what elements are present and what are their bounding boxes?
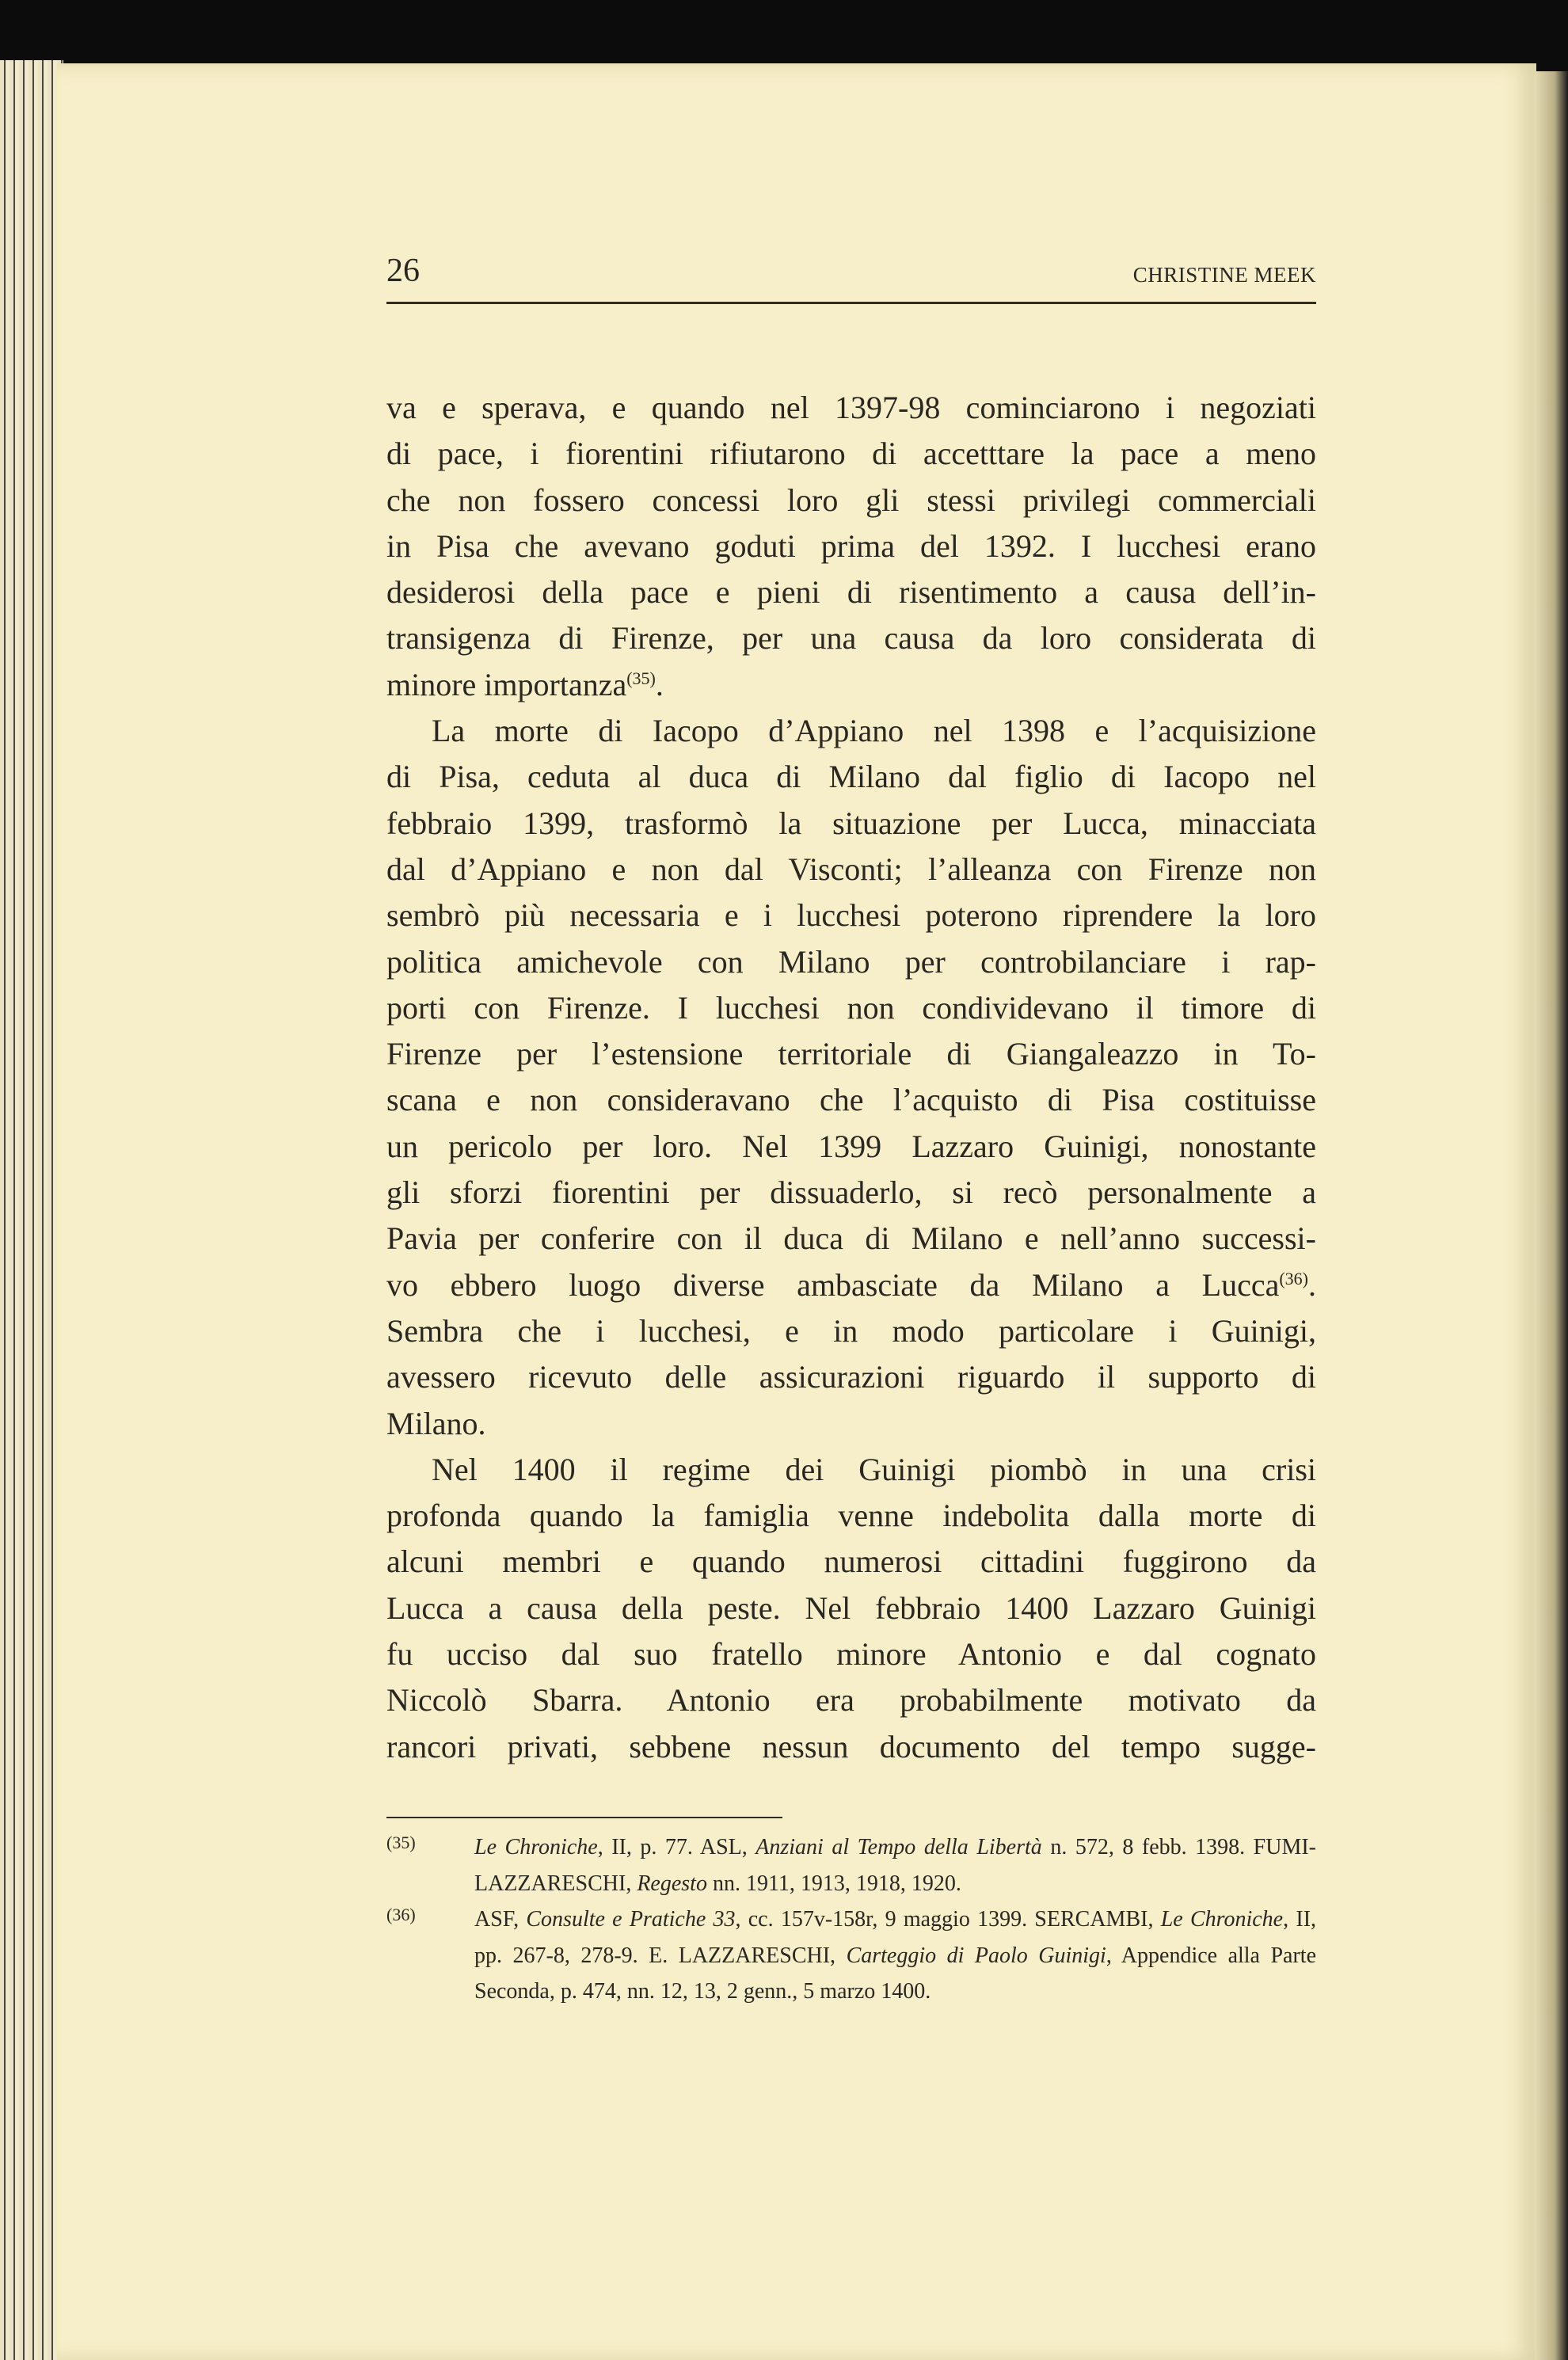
footnote-text: , II, p. 77. ASL, [597,1835,756,1859]
italic-title: Le Chroniche [474,1835,598,1859]
page-number: 26 [386,253,420,289]
footnote-text: nn. 1911, 1913, 1918, 1920. [706,1871,961,1896]
text-line [386,1216,1316,1262]
header-rule [386,302,1316,304]
text-line [386,1539,1316,1585]
footnote-text: n. 572, 8 febb. 1398. FUMI- [1041,1835,1316,1859]
footnote-mark: (36) [386,1905,416,1925]
body-text [386,385,1316,1770]
line-text: avessero ricevuto delle assicurazioni riguardo il supporto di [386,1359,1316,1395]
text-line [386,1308,1316,1354]
line-text: che non fossero concessi loro gli stessi privilegi commerciali [386,482,1316,518]
text-line [386,939,1316,985]
footnote-text: LAZZARESCHI, [474,1871,637,1896]
line-text: desiderosi della pace e pieni di risentimento a causa dell’in- [386,574,1316,611]
text-line [386,1493,1316,1539]
line-text: politica amichevole con Milano per controbilanciare i rap- [386,943,1316,980]
line-text: febbraio 1399, trasformò la situazione per Lucca, minacciata [386,805,1316,841]
line-text: dal d’Appiano e non dal Visconti; l’alleanza con Firenze non [386,851,1316,887]
text-line [386,1677,1316,1723]
line-text: minore importanza [386,666,627,702]
footnote-text: pp. 267-8, 278-9. E. LAZZARESCHI, [474,1943,847,1968]
line-text: in Pisa che avevano goduti prima del 1392. I lucchesi erano [386,527,1316,564]
line-punct: . [1308,1266,1316,1303]
text-line [386,385,1316,431]
text-line [386,708,1316,754]
footnote-rule [386,1817,782,1818]
footnotes [386,1829,1316,2010]
text-line [386,1447,1316,1493]
line-text: Sembra che i lucchesi, e in modo particolare i Guinigi, [386,1312,1316,1349]
line-text: gli sforzi fiorentini per dissuaderlo, si recò personalmente a [386,1174,1316,1211]
line-text: un pericolo per loro. Nel 1399 Lazzaro Guinigi, nonostante [386,1128,1316,1164]
text-line [386,801,1316,847]
line-text: alcuni membri e quando numerosi cittadini fuggirono da [386,1544,1316,1580]
line-text: Firenze per l’estensione territoriale di Giangaleazzo in To- [386,1036,1316,1072]
text-line [386,985,1316,1031]
text-line [386,569,1316,615]
page-stack-edge [0,60,63,2360]
footnote-text: , cc. 157v-158r, 9 maggio 1399. SERCAMBI, [735,1907,1161,1932]
line-text: di pace, i fiorentini rifiutarono di accetttare la pace a meno [386,436,1316,472]
text-line [386,1401,1316,1447]
line-text: Niccolò Sbarra. Antonio era probabilmente motivato da [386,1682,1316,1719]
footnote-text: ASF, [474,1907,527,1932]
text-line [386,662,1316,708]
line-punct: . [655,666,664,702]
binding-edge [1535,71,1568,2360]
italic-title: Le Chroniche [1160,1907,1284,1932]
line-text: porti con Firenze. I lucchesi non condividevano il timore di [386,989,1316,1026]
line-text: Pavia per conferire con il duca di Milano e nell’anno successi- [386,1220,1316,1257]
text-line [386,1354,1316,1400]
line-text: Lucca a causa della peste. Nel febbraio 1400 Lazzaro Guinigi [386,1589,1316,1626]
text-line [386,1724,1316,1770]
footnote-ref: (36) [1279,1268,1308,1288]
italic-title: Anziani al Tempo della Libertà [755,1835,1042,1859]
footnote-line [386,1829,1316,1866]
text-line [386,1170,1316,1216]
line-text: vo ebbero luogo diverse ambasciate da Milano a Lucca [386,1266,1280,1303]
line-text: La morte di Iacopo d’Appiano nel 1398 e l’acquisizione [432,713,1316,749]
line-text: transigenza di Firenze, per una causa da loro considerata di [386,620,1316,657]
footnote-text: , II, [1283,1907,1317,1932]
text-line [386,754,1316,800]
line-text: Milano. [386,1405,486,1441]
footnote-ref: (35) [626,668,656,688]
text-line [386,1262,1316,1308]
line-text: fu ucciso dal suo fratello minore Antonio e dal cognato [386,1636,1316,1673]
line-text: sembrò più necessaria e i lucchesi poterono riprendere la loro [386,897,1316,934]
footnote-text: , Appendice alla Parte [1106,1943,1317,1968]
line-text: rancori privati, sebbene nessun documento del tempo sugge- [386,1728,1316,1764]
text-line [386,847,1316,893]
line-text: va e sperava, e quando nel 1397-98 cominciarono i negoziati [386,390,1316,425]
footnote-line [386,1901,1316,1938]
footnote-mark: (35) [386,1833,416,1852]
text-line [386,1031,1316,1077]
text-line [386,1585,1316,1631]
text-line [386,431,1316,477]
footnote-line [386,1974,1316,2010]
italic-title: Regesto [637,1871,707,1896]
text-line [386,1631,1316,1677]
text-line [386,893,1316,938]
footnote-text: Seconda, p. 474, nn. 12, 13, 2 genn., 5 marzo 1400. [474,1979,931,2004]
text-line [386,478,1316,523]
line-text: di Pisa, ceduta al duca di Milano dal figlio di Iacopo nel [386,759,1316,795]
text-line [386,523,1316,569]
text-line [386,615,1316,661]
text-line [386,1077,1316,1123]
italic-title: Consulte e Pratiche 33 [526,1907,736,1932]
footnote-line [386,1938,1316,1974]
running-head-author: CHRISTINE MEEK [1132,263,1316,287]
line-text: Nel 1400 il regime dei Guinigi piombò in una crisi [432,1451,1316,1487]
text-line [386,1124,1316,1170]
footnote-line [386,1866,1316,1902]
line-text: scana e non consideravano che l’acquisto di Pisa costituisse [386,1082,1316,1118]
italic-title: Carteggio di Paolo Guinigi [846,1943,1106,1968]
line-text: profonda quando la famiglia venne indebolita dalla morte di [386,1498,1316,1534]
